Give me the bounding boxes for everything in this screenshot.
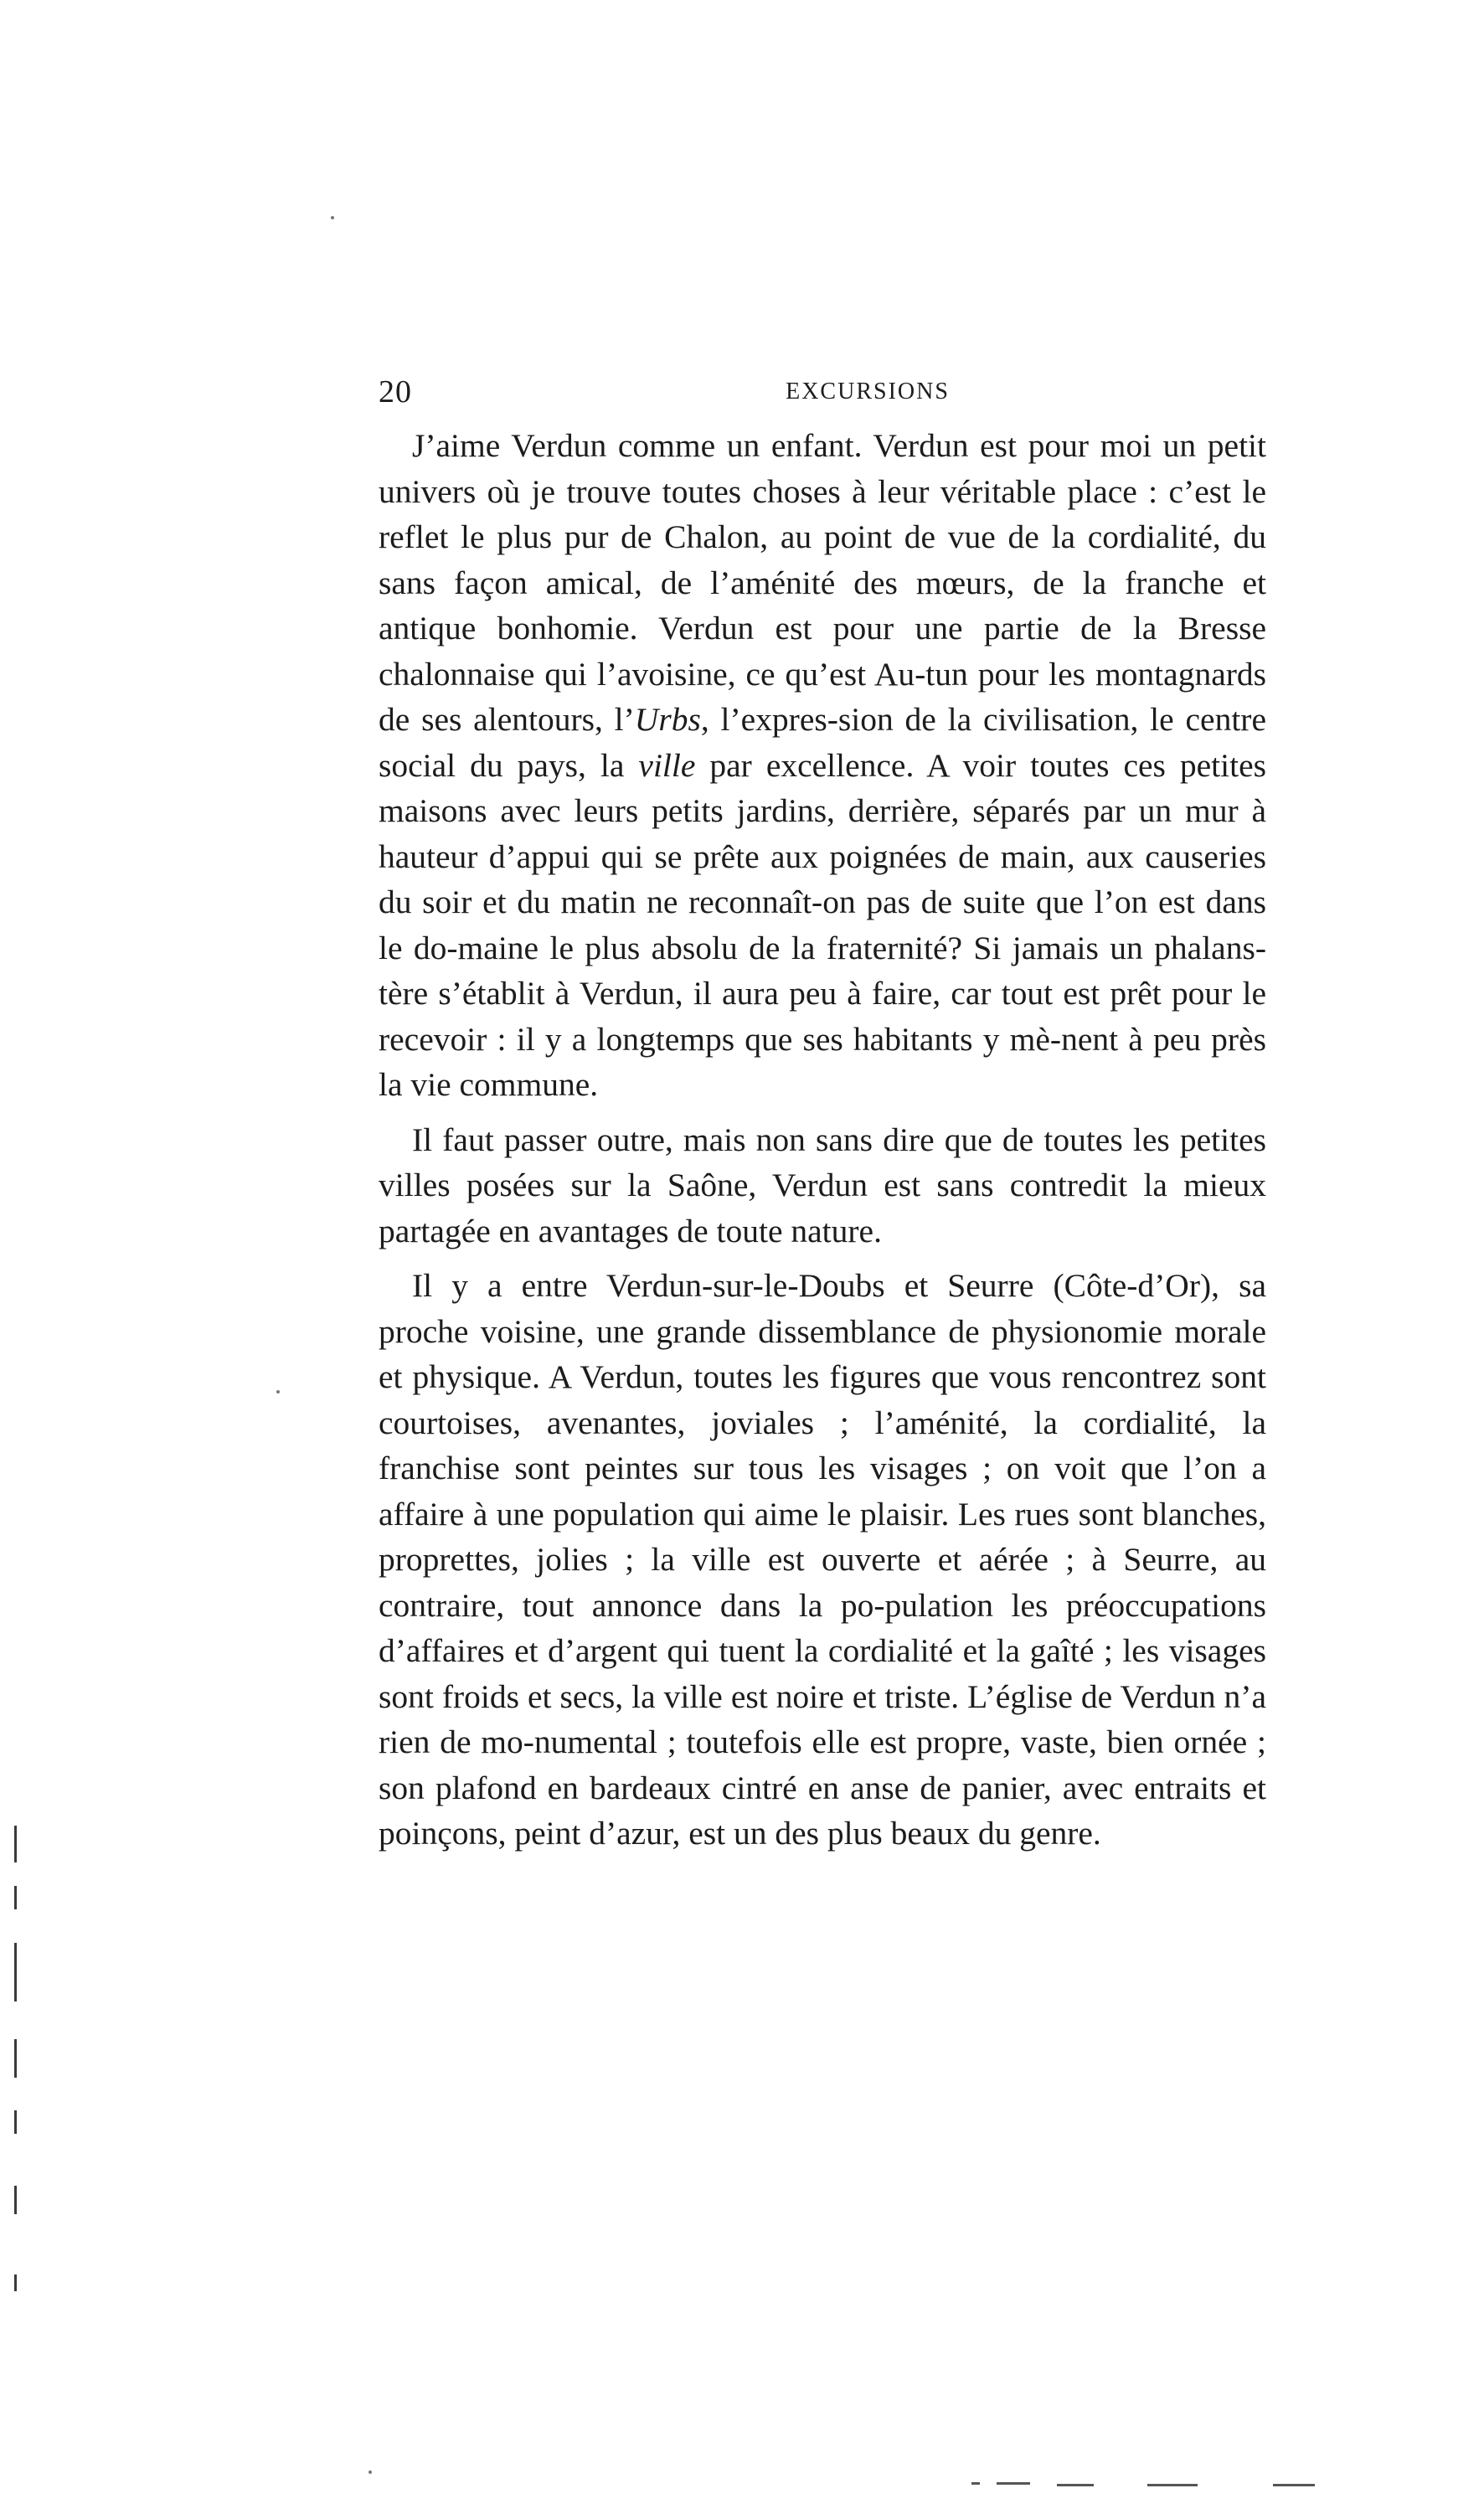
scan-bottom-dash	[1273, 2484, 1315, 2486]
scan-margin-mark	[14, 1826, 17, 1862]
scan-margin-mark	[14, 2186, 17, 2214]
scan-bottom-dash	[971, 2482, 980, 2485]
scan-margin-mark	[14, 2110, 17, 2134]
italic-text: ville	[638, 746, 696, 784]
scan-margin-mark	[14, 2039, 17, 2078]
scan-margin-mark	[14, 2274, 17, 2291]
scan-dot	[331, 216, 334, 219]
text-segment: J’aime Verdun comme un enfant. Verdun est pour moi un petit univers où je trouve toutes choses à leur véritable place : c’est le reflet le plus pur de Chalon, au point de vue de la cordialité, du sans façon amical, de l’aménité des mœurs, de la franche et antique bonhomie. Verdun est pour une partie de la Bresse chalonnaise qui l’avoisine, ce qu’est Au-tun pour les montagnards de ses alentours, l’	[379, 427, 1266, 738]
scan-dot	[368, 2470, 372, 2474]
text-segment: Il y a entre Verdun-sur-le-Doubs et Seurre (Côte-d’Or), sa proche voisine, une grande dissemblance de physionomie morale et physique. A Verdun, toutes les figures que vous rencontrez sont courtoises, avenantes, joviales ; l’aménité, la cordialité, la franchise sont peintes sur tous les visages ; on voit que l’on a affaire à une population qui aime le plaisir. Les rues sont blanches, proprettes, jolies ; la ville est ouverte et aérée ; à Seurre, au contraire, tout annonce dans la po-pulation les préoccupations d’affaires et d’argent qui tuent la cordialité et la gaîté ; les visages sont froids et secs, la ville est noire et triste. L’église de Verdun n’a rien de mo-numental ; toutefois elle est propre, vaste, bien ornée ; son plafond en bardeaux cintré en anse de panier, avec entraits et poinçons, peint d’azur, est un des plus beaux du genre.	[379, 1267, 1266, 1852]
paragraph	[379, 1263, 1266, 1857]
page-number: 20	[379, 374, 412, 410]
scan-margin-mark	[14, 1886, 17, 1909]
scan-bottom-dash	[1147, 2484, 1198, 2486]
body-text	[379, 423, 1266, 1857]
scan-margin-mark	[14, 1943, 17, 2001]
scan-bottom-dash	[1057, 2484, 1094, 2486]
paragraph	[379, 1117, 1266, 1254]
paragraph	[379, 423, 1266, 1108]
scan-bottom-dash	[997, 2482, 1030, 2485]
running-head	[379, 373, 1256, 415]
text-segment: Il faut passer outre, mais non sans dire que de toutes les petites villes posées sur la Saône, Verdun est sans contredit la mieux partagée en avantages de toute nature.	[379, 1120, 1266, 1249]
text-segment: , l’expres-sion de la civilisation, le centre social du pays, la	[379, 701, 1266, 784]
running-head-title: EXCURSIONS	[786, 379, 950, 404]
scan-dot	[276, 1390, 280, 1394]
italic-text: Urbs	[634, 701, 701, 738]
text-segment: par excellence. A voir toutes ces petites maisons avec leurs petits jardins, derrière, séparés par un mur à hauteur d’appui qui se prête aux poignées de main, aux causeries du soir et du matin ne reconnaît-on pas de suite que l’on est dans le do-maine le plus absolu de la fraternité? Si jamais un phalans-tère s’établit à Verdun, il aura peu à faire, car tout est prêt pour le recevoir : il y a longtemps que ses habitants y mè-nent à peu près la vie commune.	[379, 746, 1267, 1103]
